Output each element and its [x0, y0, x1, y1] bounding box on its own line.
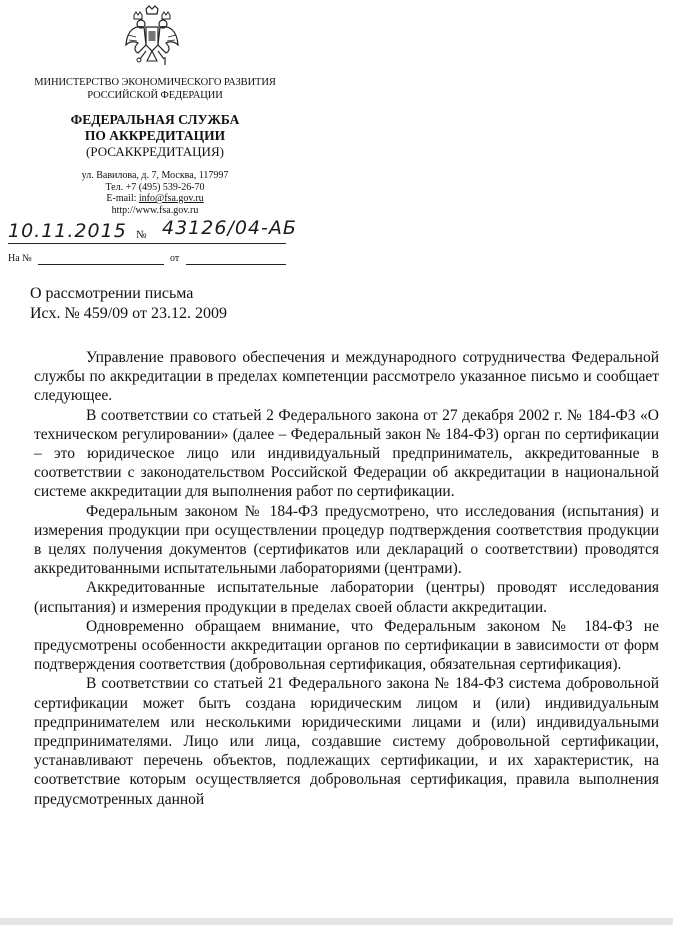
service-name — [0, 112, 310, 144]
email-row — [0, 193, 310, 205]
ministry-line-1: МИНИСТЕРСТВО ЭКОНОМИЧЕСКОГО РАЗВИТИЯ — [34, 77, 276, 88]
body-paragraph: Аккредитованные испытательные лаборатории (центры) проводят исследования (испытания) и измерения продукции в пределах своей области аккредитации. — [34, 579, 659, 616]
incoming-date-underline — [186, 264, 286, 265]
email-label: E-mail: — [106, 193, 139, 204]
page-bottom-edge — [0, 918, 673, 925]
number-sign: № — [136, 229, 147, 241]
registration-underline — [8, 243, 286, 244]
contacts-block — [0, 170, 310, 216]
state-emblem-icon — [124, 5, 180, 67]
body-paragraph: В соответствии со статьей 2 Федерального закона от 27 декабря 2002 г. № 184-ФЗ «О техническом регулировании» (далее – Федеральный закон № 184-ФЗ) орган по сертификации – это юридическое лицо или индивидуальный предприниматель, аккредитованные в соответствии с законодательством Российской Федерации об аккредитации в национальной системе аккредитации для выполнения работ по сертификации. — [34, 406, 659, 501]
subject-line-1: О рассмотрении письма — [30, 285, 194, 302]
body-paragraph: В соответствии со статьей 21 Федерального закона № 184-ФЗ система добровольной сертификации может быть создана юридическим лицом и (или) индивидуальным предпринимателем или несколькими юридическими лицами и (или) индивидуальными предпринимателями. Лицо или лица, создавшие систему добровольной сертификации, устанавливают перечень объектов, подлежащих сертификации, и их характеристик, на соответствие которым осуществляется добровольная сертификация, правила выполнения предусмотренных данной — [34, 675, 659, 808]
ministry-line-2: РОССИЙСКОЙ ФЕДЕРАЦИИ — [87, 90, 223, 101]
incoming-date-label: от — [170, 253, 180, 264]
body-paragraph: Управление правового обеспечения и международного сотрудничества Федеральной службы по аккредитации в пределах компетенции рассмотрело указанное письмо и сообщает следующее. — [34, 349, 659, 405]
letter-body — [34, 348, 659, 809]
service-abbreviation: (РОСАККРЕДИТАЦИЯ) — [86, 144, 224, 159]
subject-line-2: Исх. № 459/09 от 23.12. 2009 — [30, 305, 227, 322]
ministry-name — [0, 76, 310, 102]
address: ул. Вавилова, д. 7, Москва, 117997 — [81, 170, 229, 181]
service-line-1: ФЕДЕРАЛЬНАЯ СЛУЖБА — [70, 112, 240, 127]
incoming-number-underline — [38, 264, 164, 265]
website-link[interactable]: http://www.fsa.gov.ru — [111, 204, 199, 216]
body-paragraph: Одновременно обращаем внимание, что Федеральным законом № 184-ФЗ не предусмотрены особенности аккредитации органов по сертификации в зависимости от форм подтверждения соответствия (добровольная сертификация, обязательная сертификация). — [34, 617, 659, 674]
handwritten-outgoing-number: 43126/04-АБ — [162, 217, 297, 239]
incoming-number-label: На № — [8, 253, 32, 264]
phone: Тел. +7 (495) 539-26-70 — [105, 181, 205, 193]
email-link[interactable]: info@fsa.gov.ru — [138, 193, 204, 204]
body-paragraph: Федеральным законом № 184-ФЗ предусмотрено, что исследования (испытания) и измерения продукции при осуществлении процедур подтверждения соответствия продукции в целях получения документов (сертификатов или деклараций о соответствии) проводятся аккредитованными испытательными лабораториями (центрами). — [34, 502, 659, 578]
service-line-2: ПО АККРЕДИТАЦИИ — [84, 128, 226, 143]
letter-subject — [30, 284, 227, 324]
handwritten-date: 10.11.2015 — [8, 220, 127, 242]
